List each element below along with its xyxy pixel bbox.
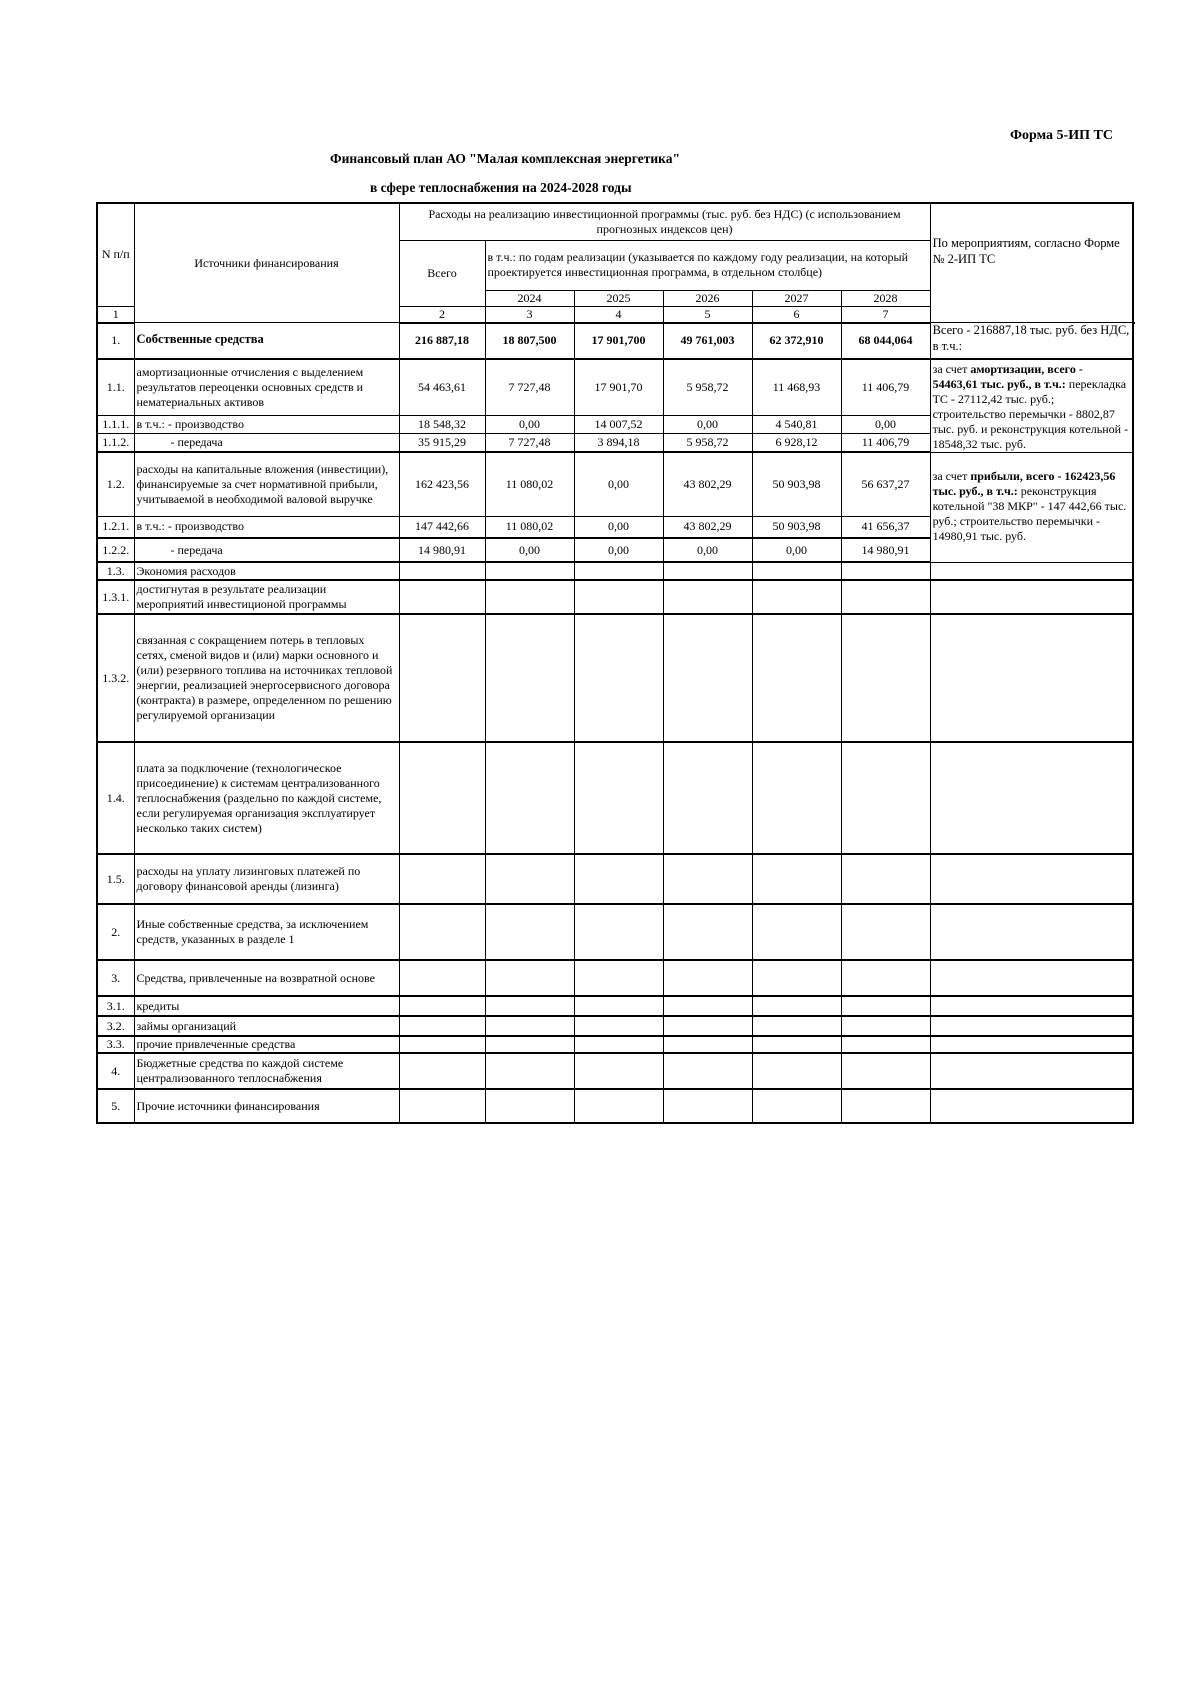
- table-row: [97, 614, 1133, 742]
- col-number: 7: [841, 306, 930, 323]
- row-num: 1.5.: [97, 854, 134, 904]
- row-name: Бюджетные средства по каждой системе централизованного теплоснабжения: [134, 1053, 399, 1089]
- col-number: 1: [97, 306, 134, 323]
- row-name: связанная с сокращением потерь в тепловых сетях, сменой видов и (или) марки основного и (или) резервного топлива на источниках тепловой энергии, реализацией энергосервисного договора (контракта) в размере, определенном по решению регулируемой организации: [134, 614, 399, 742]
- form-label: Форма 5-ИП ТС: [1010, 128, 1113, 143]
- row-2025: 14 007,52: [574, 415, 663, 433]
- header-source: Источники финансирования: [134, 203, 399, 323]
- row-2024: 7 727,48: [485, 359, 574, 416]
- row-name: амортизационные отчисления с выделением результатов переоценки основных средств и нематериальных активов: [134, 359, 399, 416]
- row-name: в т.ч.: - производство: [134, 415, 399, 433]
- row-name: Экономия расходов: [134, 562, 399, 580]
- row-num: 1.1.2.: [97, 433, 134, 452]
- row-name: плата за подключение (технологическое присоединение) к системам централизованного теплоснабжения (раздельно по каждой системе, если регулируемая организация эксплуатирует несколько таких систем): [134, 742, 399, 854]
- row-num: 3.3.: [97, 1036, 134, 1053]
- row-2024: 0,00: [485, 538, 574, 562]
- row-2026: 0,00: [663, 538, 752, 562]
- row-num: 1.2.1.: [97, 516, 134, 538]
- row-2025: 3 894,18: [574, 433, 663, 452]
- row-num: 5.: [97, 1089, 134, 1123]
- document-title: Финансовый план АО "Малая комплексная энергетика": [330, 151, 680, 166]
- table-row: [97, 854, 1133, 904]
- col-number: 3: [485, 306, 574, 323]
- row-2028: 0,00: [841, 415, 930, 433]
- row-2025: 0,00: [574, 452, 663, 516]
- note-bold: амортизации, всего - 54463,61 тыс. руб., в т.ч.:: [932, 361, 1083, 391]
- table-row: [97, 1036, 1133, 1053]
- row-num: 1.4.: [97, 742, 134, 854]
- row-2027: 4 540,81: [752, 415, 841, 433]
- col-number: 5: [663, 306, 752, 323]
- row-name: в т.ч.: - производство: [134, 516, 399, 538]
- row-name: Иные собственные средства, за исключением средств, указанных в разделе 1: [134, 904, 399, 960]
- table-row: [97, 1053, 1133, 1089]
- row-2026: 43 802,29: [663, 516, 752, 538]
- row-num: 1.2.2.: [97, 538, 134, 562]
- row-num: 3.2.: [97, 1016, 134, 1036]
- header-year-2024: 2024: [485, 290, 574, 306]
- row-name: кредиты: [134, 996, 399, 1016]
- row-num: 3.: [97, 960, 134, 996]
- header-num: N п/п: [97, 203, 134, 306]
- row-num: 3.1.: [97, 996, 134, 1016]
- row-num: 1.3.1.: [97, 580, 134, 614]
- note-prefix: за счет: [932, 361, 971, 376]
- col-number: 2: [399, 306, 485, 323]
- row-name: Собственные средства: [134, 323, 399, 359]
- note-rest: реконструкция котельной "38 МКР" - 147 442,66 тыс. руб.; строительство перемычки - 14980,91 тыс. руб.: [932, 483, 1127, 543]
- header-year-2026: 2026: [663, 290, 752, 306]
- note-rest: перекладка ТС - 27112,42 тыс. руб.; строительство перемычки - 8802,87 тыс. руб. и реконструкция котельной - 18548,32 тыс. руб.: [932, 376, 1129, 451]
- table-row: [97, 452, 1133, 516]
- row-2027: 6 928,12: [752, 433, 841, 452]
- row-name: достигнутая в результате реализации мероприятий инвестиционой программы: [134, 580, 399, 614]
- row-2027: 50 903,98: [752, 452, 841, 516]
- row-num: 2.: [97, 904, 134, 960]
- note-total: Всего - 216887,18 тыс. руб. без НДС, в т.ч.:: [930, 323, 1133, 359]
- table-row: [97, 904, 1133, 960]
- row-total: 162 423,56: [399, 452, 485, 516]
- row-2024: 0,00: [485, 415, 574, 433]
- document-subtitle: в сфере теплоснабжения на 2024-2028 годы: [370, 180, 632, 195]
- row-2027: 50 903,98: [752, 516, 841, 538]
- header-by-years: в т.ч.: по годам реализации (указывается по каждому году реализации, на который проектируется инвестиционная программа, в отдельном столбце): [485, 240, 930, 290]
- row-2025: 0,00: [574, 538, 663, 562]
- row-2026: 43 802,29: [663, 452, 752, 516]
- row-total: 18 548,32: [399, 415, 485, 433]
- col-number: 6: [752, 306, 841, 323]
- row-num: 1.3.2.: [97, 614, 134, 742]
- note-prefix: за счет: [932, 468, 971, 483]
- row-2025: 17 901,70: [574, 359, 663, 416]
- table-row: [97, 580, 1133, 614]
- row-2024: 11 080,02: [485, 452, 574, 516]
- note-amortization: [930, 359, 1133, 453]
- row-2024: 7 727,48: [485, 433, 574, 452]
- row-2028: 11 406,79: [841, 359, 930, 416]
- row-2026: 49 761,003: [663, 323, 752, 359]
- financial-plan-table: [96, 202, 1134, 1124]
- row-num: 1.1.1.: [97, 415, 134, 433]
- row-name: Средства, привлеченные на возвратной основе: [134, 960, 399, 996]
- table-row: [97, 562, 1133, 580]
- table-row: [97, 742, 1133, 854]
- row-2024: 11 080,02: [485, 516, 574, 538]
- row-num: 1.1.: [97, 359, 134, 416]
- table-row: [97, 1016, 1133, 1036]
- row-2028: 41 656,37: [841, 516, 930, 538]
- row-2025: 17 901,700: [574, 323, 663, 359]
- row-2028: 68 044,064: [841, 323, 930, 359]
- row-name: расходы на капитальные вложения (инвестиции), финансируемые за счет нормативной прибыли, учитываемой в необходимой валовой выручке: [134, 452, 399, 516]
- table-row: [97, 359, 1133, 416]
- table-row: [97, 323, 1133, 359]
- row-total: 216 887,18: [399, 323, 485, 359]
- note-bold: прибыли, всего - 162423,56 тыс. руб., в т.ч.:: [932, 468, 1116, 498]
- row-2026: 5 958,72: [663, 359, 752, 416]
- row-name: займы организаций: [134, 1016, 399, 1036]
- row-2027: 0,00: [752, 538, 841, 562]
- row-2025: 0,00: [574, 516, 663, 538]
- row-num: 1.: [97, 323, 134, 359]
- row-name: расходы на уплату лизинговых платежей по договору финансовой аренды (лизинга): [134, 854, 399, 904]
- row-2026: 5 958,72: [663, 433, 752, 452]
- header-year-2025: 2025: [574, 290, 663, 306]
- header-year-2027: 2027: [752, 290, 841, 306]
- table-row: [97, 996, 1133, 1016]
- row-2027: 11 468,93: [752, 359, 841, 416]
- table-row: [97, 1089, 1133, 1123]
- row-total: 35 915,29: [399, 433, 485, 452]
- header-expenses: Расходы на реализацию инвестиционной программы (тыс. руб. без НДС) (с использованием прогнозных индексов цен): [399, 203, 930, 240]
- header-year-2028: 2028: [841, 290, 930, 306]
- row-num: 1.2.: [97, 452, 134, 516]
- row-2028: 11 406,79: [841, 433, 930, 452]
- row-2026: 0,00: [663, 415, 752, 433]
- header-total: Всего: [399, 240, 485, 306]
- row-num: 1.3.: [97, 562, 134, 580]
- row-2028: 14 980,91: [841, 538, 930, 562]
- row-2027: 62 372,910: [752, 323, 841, 359]
- header-measures: По мероприятиям, согласно Форме № 2-ИП ТС: [930, 203, 1133, 323]
- row-total: 147 442,66: [399, 516, 485, 538]
- col-number: 4: [574, 306, 663, 323]
- row-name: - передача: [134, 433, 399, 452]
- table-row: [97, 960, 1133, 996]
- row-num: 4.: [97, 1053, 134, 1089]
- row-name: - передача: [134, 538, 399, 562]
- row-name: прочие привлеченные средства: [134, 1036, 399, 1053]
- row-2024: 18 807,500: [485, 323, 574, 359]
- note-profit: [930, 452, 1133, 562]
- row-total: 54 463,61: [399, 359, 485, 416]
- row-name: Прочие источники финансирования: [134, 1089, 399, 1123]
- row-total: 14 980,91: [399, 538, 485, 562]
- row-2028: 56 637,27: [841, 452, 930, 516]
